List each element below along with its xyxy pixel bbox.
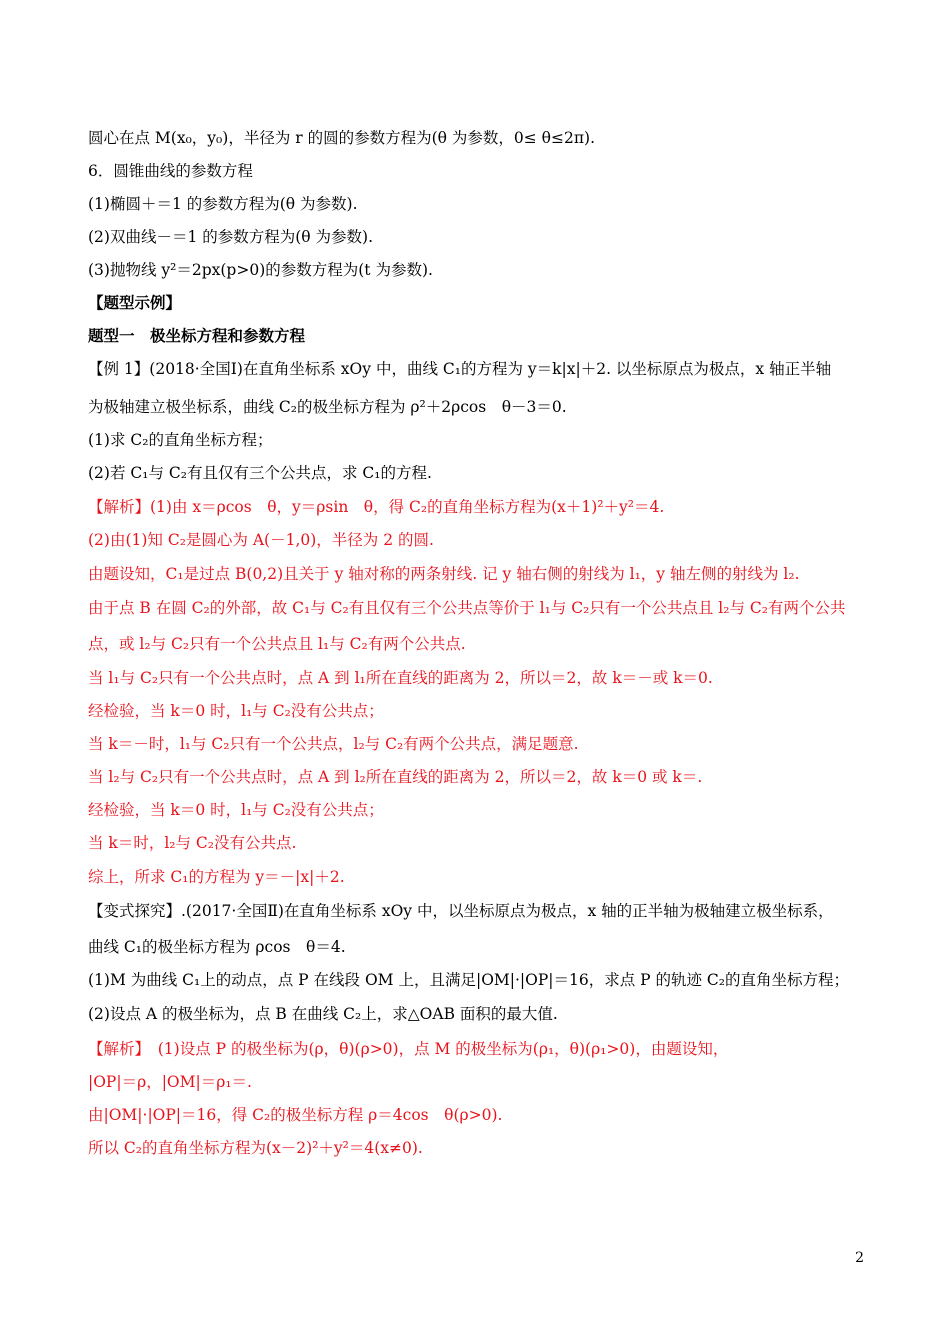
solution-line: 经检验，当 k＝0 时，l₁与 C₂没有公共点； [88,702,384,720]
question-line: (2)设点 A 的极坐标为，点 B 在曲线 C₂上，求△OAB 面积的最大值. [88,1005,558,1023]
solution-line: 当 l₁与 C₂只有一个公共点时，点 A 到 l₁所在直线的距离为 2，所以＝2，故 k＝－或 k＝0. [88,669,713,687]
solution-line: 由于点 B 在圆 C₂的外部，故 C₁与 C₂有且仅有三个公共点等价于 l₁与 C₂只有一个公共点且 l₂与 C₂有两个公共 [88,599,846,617]
solution-line: 当 l₂与 C₂只有一个公共点时，点 A 到 l₂所在直线的距离为 2，所以＝2，故 k＝0 或 k＝. [88,768,703,786]
solution-line: 点，或 l₂与 C₂只有一个公共点且 l₁与 C₂有两个公共点. [88,635,466,653]
text-line: (1)椭圆＋＝1 的参数方程为(θ 为参数). [88,195,358,213]
example-line: 【例 1】(2018·全国Ⅰ)在直角坐标系 xOy 中，曲线 C₁的方程为 y＝k|x|＋2. 以坐标原点为极点，x 轴正半轴 [88,360,832,378]
text-line: (2)双曲线－＝1 的参数方程为(θ 为参数). [88,228,374,246]
text-line: (3)抛物线 y²＝2px(p>0)的参数方程为(t 为参数). [88,261,433,279]
solution-line: |OP|＝ρ，|OM|＝ρ₁＝. [88,1073,252,1091]
solution-line: (2)由(1)知 C₂是圆心为 A(－1,0)，半径为 2 的圆. [88,531,434,549]
solution-line: 所以 C₂的直角坐标方程为(x－2)²＋y²＝4(x≠0). [88,1139,423,1157]
question-line: (1)M 为曲线 C₁上的动点，点 P 在线段 OM 上，且满足|OM|·|OP|＝16，求点 P 的轨迹 C₂的直角坐标方程； [88,971,850,989]
bracket-heading: 【题型示例】 [88,294,182,312]
solution-line: 当 k＝－时，l₁与 C₂只有一个公共点，l₂与 C₂有两个公共点，满足题意. [88,735,579,753]
page-number: 2 [855,1250,864,1266]
solution-line: 【解析】 (1)设点 P 的极坐标为(ρ，θ)(ρ>0)，点 M 的极坐标为(ρ₁，θ)(ρ₁>0)，由题设知， [88,1040,729,1058]
variant-line: 【变式探究】.(2017·全国Ⅱ)在直角坐标系 xOy 中，以坐标原点为极点，x 轴的正半轴为极轴建立极坐标系， [88,902,834,920]
solution-line: 综上，所求 C₁的方程为 y＝－|x|＋2. [88,868,345,886]
solution-line: 经检验，当 k＝0 时，l₁与 C₂没有公共点； [88,801,384,819]
topic-heading: 题型一 极坐标方程和参数方程 [88,327,306,345]
solution-line: 由题设知，C₁是过点 B(0,2)且关于 y 轴对称的两条射线. 记 y 轴右侧的射线为 l₁，y 轴左侧的射线为 l₂. [88,565,800,583]
question-line: (2)若 C₁与 C₂有且仅有三个公共点，求 C₁的方程. [88,464,432,482]
solution-line: 【解析】(1)由 x＝ρcos θ，y＝ρsin θ，得 C₂的直角坐标方程为(x＋1)²＋y²＝4. [88,498,665,516]
solution-line: 由|OM|·|OP|＝16，得 C₂的极坐标方程 ρ＝4cos θ(ρ>0). [88,1106,503,1124]
text-line: 圆心在点 M(x₀，y₀)，半径为 r 的圆的参数方程为(θ 为参数，0≤ θ≤2π). [88,129,596,147]
example-line: 为极轴建立极坐标系，曲线 C₂的极坐标方程为 ρ²＋2ρcos θ－3＝0. [88,398,567,416]
solution-line: 当 k＝时，l₂与 C₂没有公共点. [88,834,297,852]
section-heading: 6．圆锥曲线的参数方程 [88,162,253,180]
variant-line: 曲线 C₁的极坐标方程为 ρcos θ＝4. [88,938,346,956]
question-line: (1)求 C₂的直角坐标方程； [88,431,273,449]
